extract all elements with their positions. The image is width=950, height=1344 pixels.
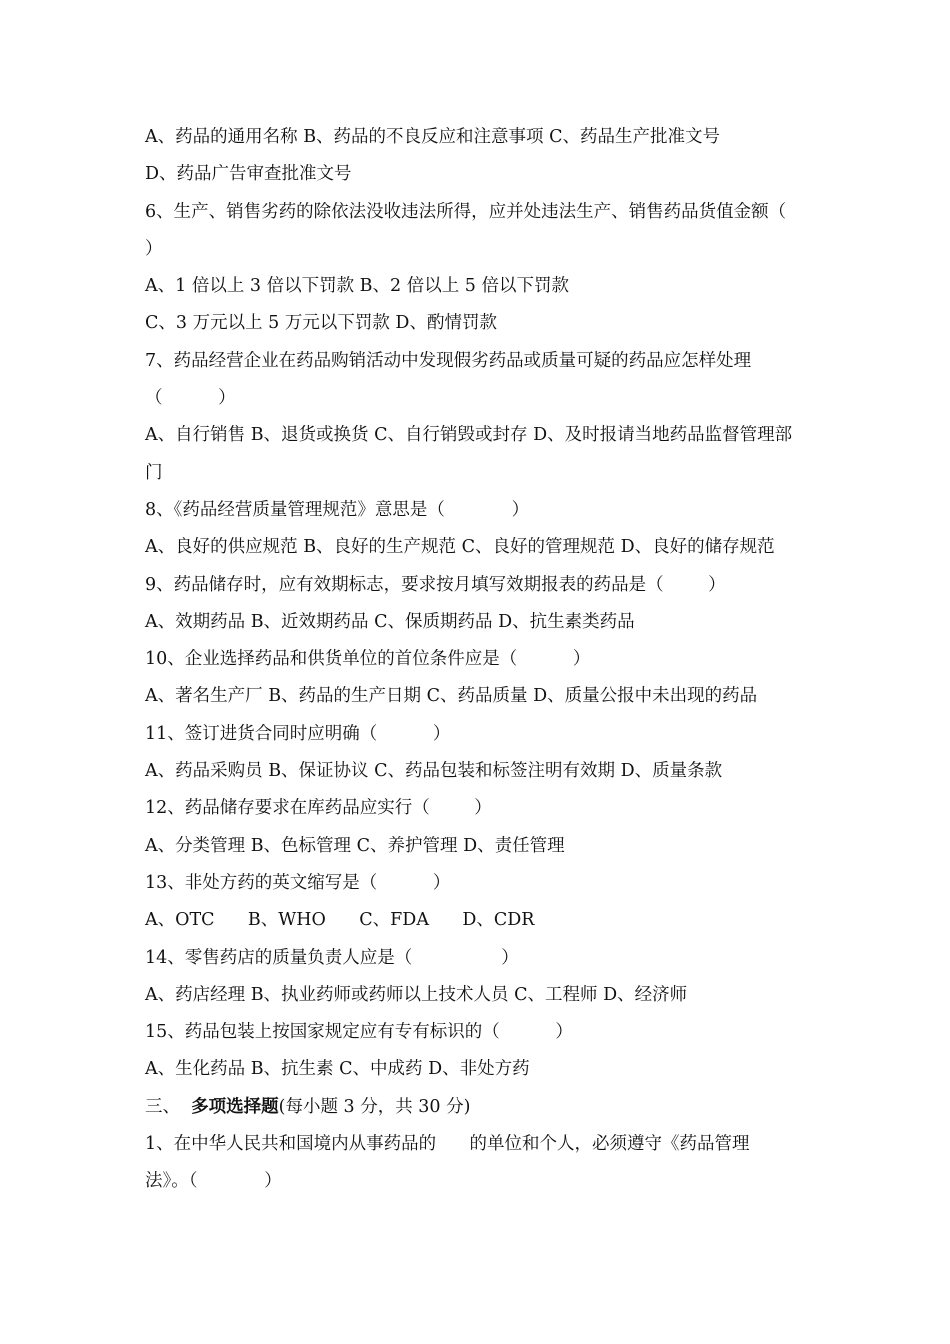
option-line: A、1 倍以上 3 倍以下罚款 B、2 倍以上 5 倍以下罚款 (145, 276, 569, 297)
question-line: ） (145, 238, 163, 259)
option-line: A、分类管理 B、色标管理 C、养护管理 D、责任管理 (145, 835, 565, 856)
section-note: (每小题 3 分，共 30 分) (278, 1096, 471, 1117)
question-line: 1、在中华人民共和国境内从事药品的 的单位和个人，必须遵守《药品管理 (145, 1134, 750, 1155)
option-line: A、OTC B、WHO C、FDA D、CDR (145, 910, 535, 931)
question-line: （ ） (145, 388, 236, 409)
question-line: 法》。（ ） (145, 1171, 282, 1192)
question-line: 7、药品经营企业在药品购销活动中发现假劣药品或质量可疑的药品应怎样处理 (145, 350, 752, 371)
option-line: A、药品的通用名称 B、药品的不良反应和注意事项 C、药品生产批准文号 (145, 127, 721, 147)
question-line: 8、《药品经营质量管理规范》意思是（ ） (145, 499, 530, 520)
option-line: A、药店经理 B、执业药师或药师以上技术人员 C、工程师 D、经济师 (145, 984, 688, 1005)
option-line: A、药品采购员 B、保证协议 C、药品包装和标签注明有效期 D、质量条款 (145, 761, 723, 782)
section-number: 三、 (145, 1096, 180, 1117)
section-title: 多项选择题 (191, 1096, 279, 1117)
option-line: A、良好的供应规范 B、良好的生产规范 C、良好的管理规范 D、良好的储存规范 (145, 537, 775, 558)
question-line: 11、签订进货合同时应明确（ ） (145, 723, 451, 744)
option-line: D、药品广告审查批准文号 (145, 164, 352, 185)
option-line: A、生化药品 B、抗生素 C、中成药 D、非处方药 (145, 1059, 530, 1080)
option-line: A、效期药品 B、近效期药品 C、保质期药品 D、抗生素类药品 (145, 611, 635, 632)
option-line: 门 (145, 462, 163, 483)
question-line: 15、药品包装上按国家规定应有专有标识的（ ） (145, 1022, 573, 1043)
question-line: 14、零售药店的质量负责人应是（ ） (145, 947, 519, 968)
option-line: A、著名生产厂 B、药品的生产日期 C、药品质量 D、质量公报中未出现的药品 (145, 686, 758, 707)
question-list (145, 119, 815, 1201)
question-line: 13、非处方药的英文缩写是（ ） (145, 872, 451, 893)
question-line: 9、药品储存时，应有效期标志，要求按月填写效期报表的药品是（ ） (145, 574, 726, 595)
question-line: 6、生产、销售劣药的除依法没收违法所得，应并处违法生产、销售药品货值金额（ (145, 201, 787, 222)
option-line: A、自行销售 B、退货或换货 C、自行销毁或封存 D、及时报请当地药品监督管理部 (145, 425, 793, 446)
question-line: 10、企业选择药品和供货单位的首位条件应是（ ） (145, 649, 591, 670)
section-heading (145, 1089, 815, 1126)
question-line: 12、药品储存要求在库药品应实行（ ） (145, 798, 492, 819)
option-line: C、3 万元以上 5 万元以下罚款 D、酌情罚款 (145, 313, 497, 334)
